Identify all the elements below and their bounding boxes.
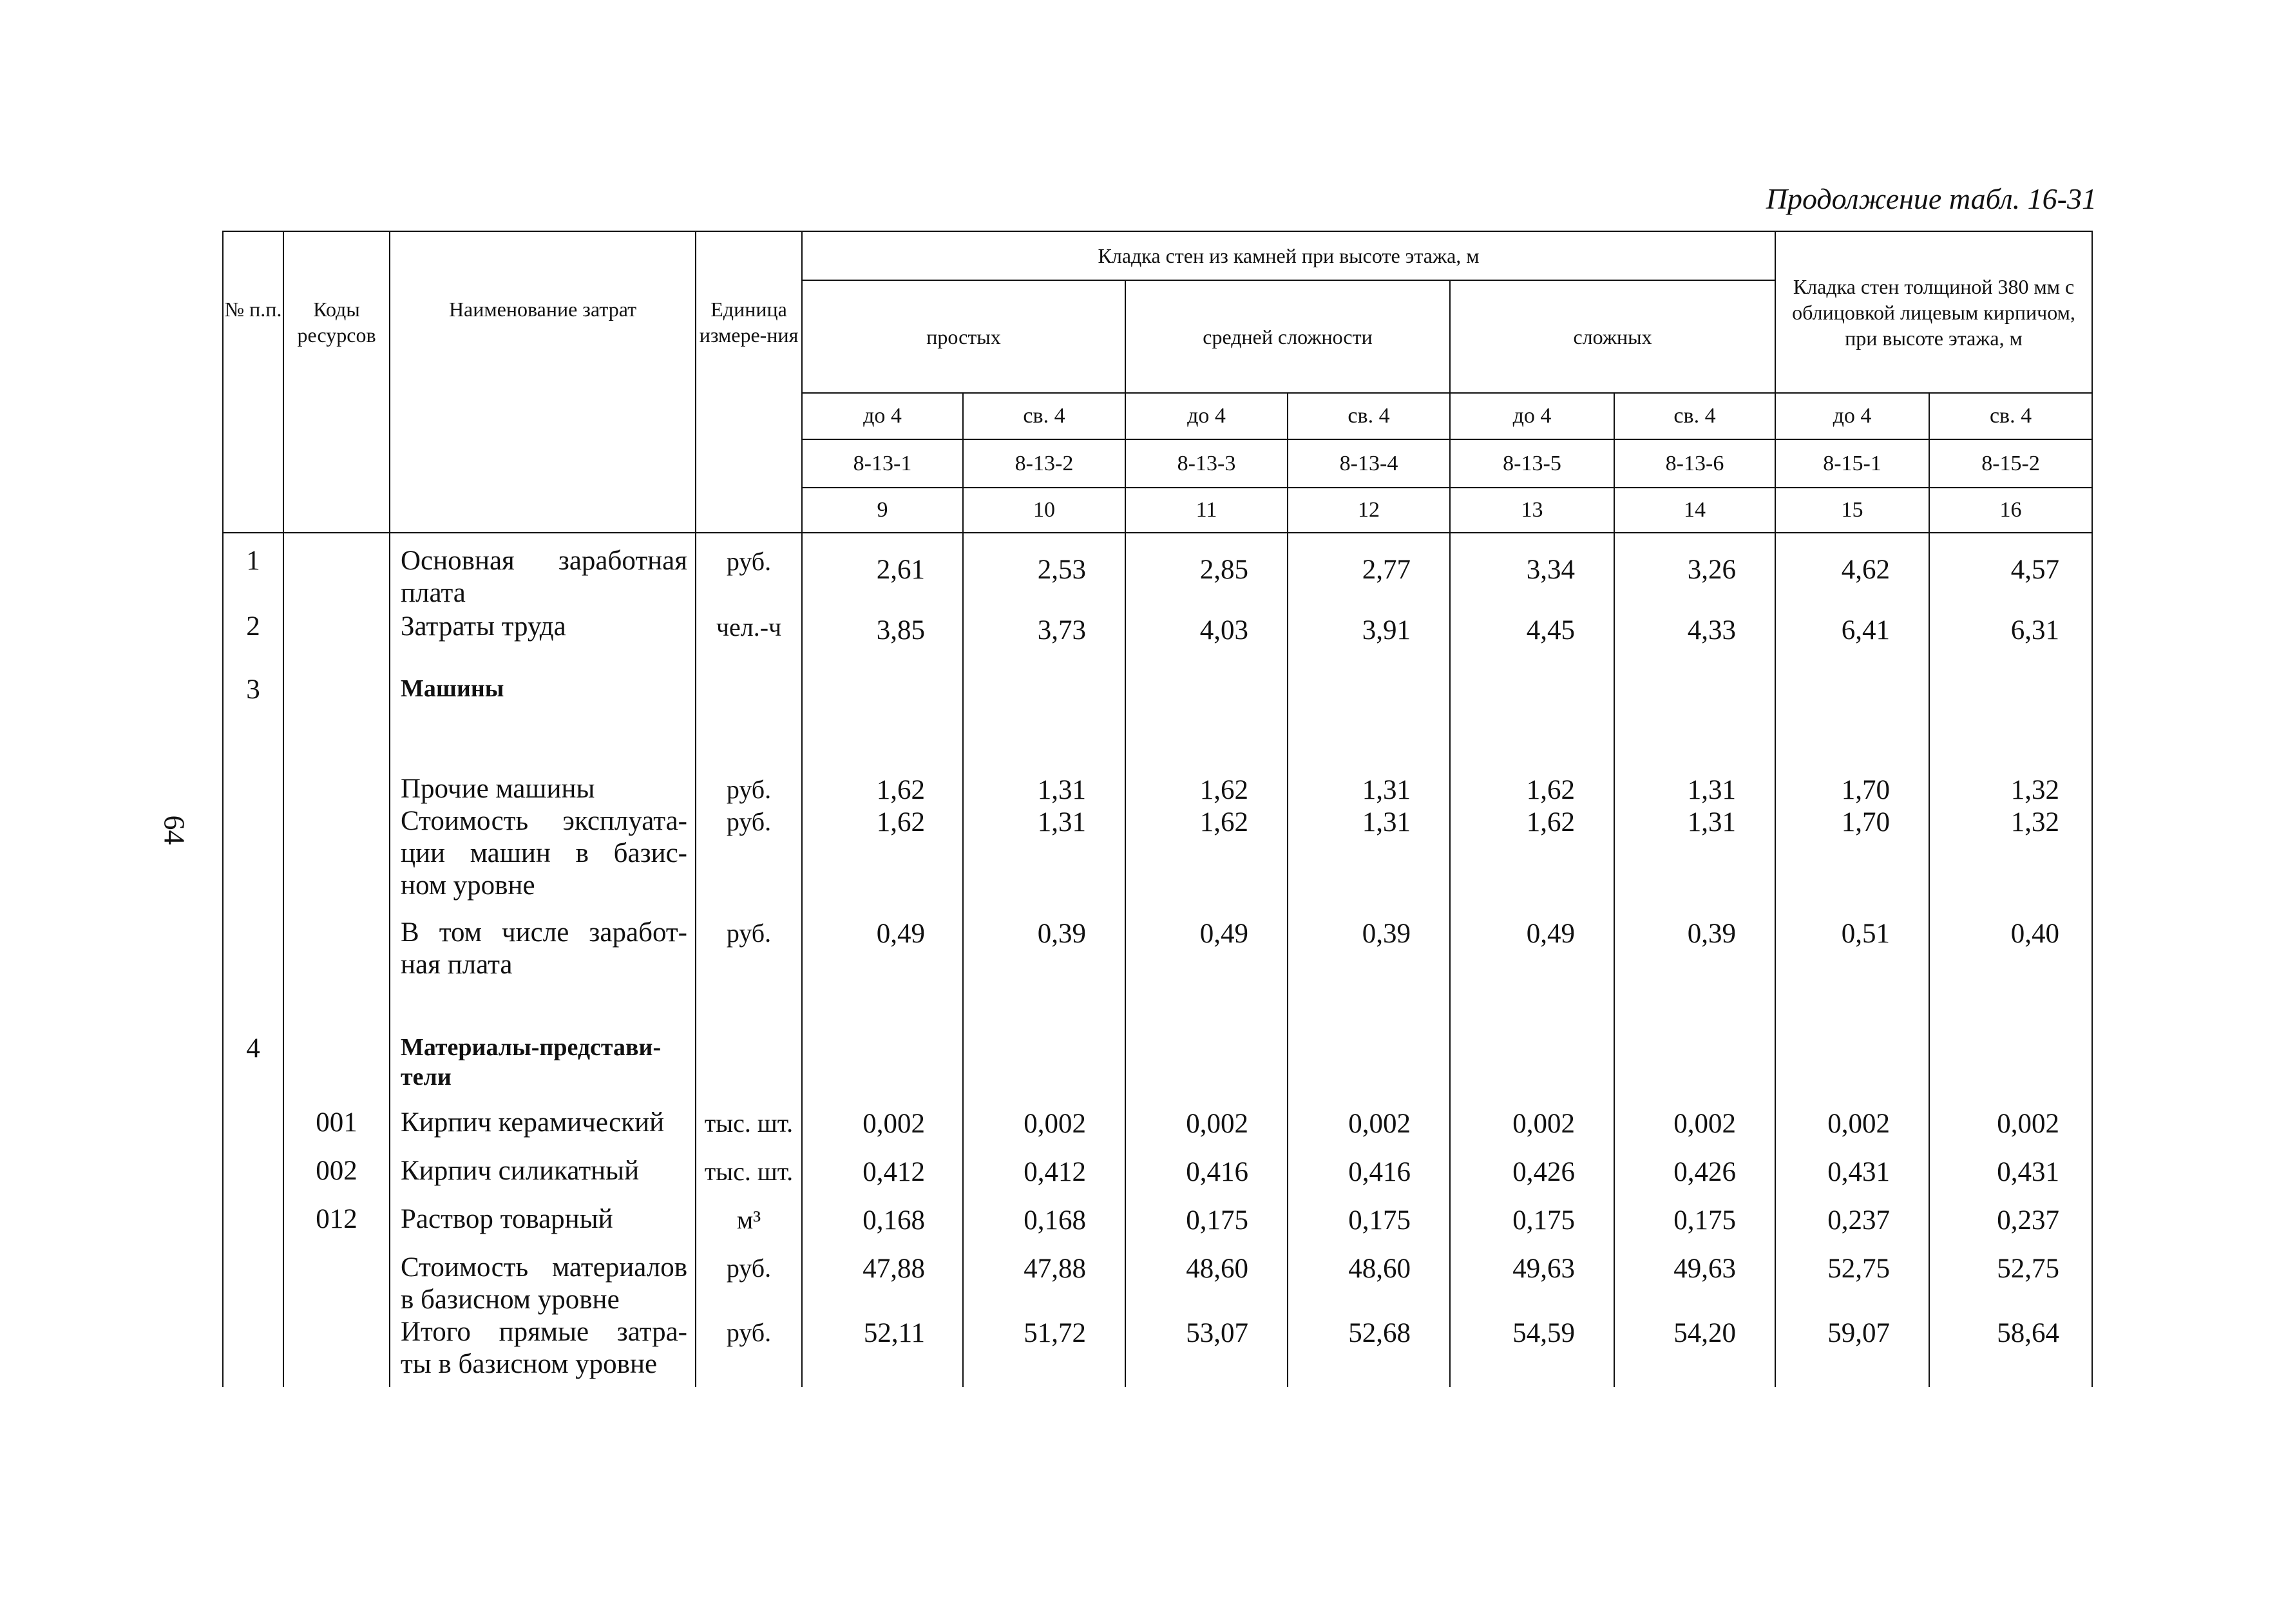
header-code: 8-13-1 xyxy=(802,439,963,488)
header-subgroup-simple: простых xyxy=(802,280,1125,393)
header-code: 8-13-3 xyxy=(1125,439,1288,488)
unit-of-measure: чел.-ч xyxy=(716,613,782,642)
value-cell: 0,431 xyxy=(1827,1157,1891,1187)
cost-name: Стоимость материалов xyxy=(401,1252,687,1283)
value-cell: 58,64 xyxy=(1997,1318,2060,1348)
column-value xyxy=(802,533,963,1387)
value-cell: 0,40 xyxy=(2010,919,2060,949)
header-code: 8-13-4 xyxy=(1288,439,1450,488)
value-cell: 3,73 xyxy=(1037,615,1086,645)
column-value xyxy=(1775,533,1929,1387)
header-col-number: 14 xyxy=(1614,488,1775,533)
value-cell: 59,07 xyxy=(1827,1318,1891,1348)
cost-name: В том числе заработ- xyxy=(401,917,687,948)
cost-name: Раствор товарный xyxy=(401,1204,613,1234)
value-cell: 0,49 xyxy=(1199,919,1248,949)
value-cell: 6,31 xyxy=(2010,615,2060,645)
value-cell: 1,31 xyxy=(1362,775,1411,805)
value-cell: 1,62 xyxy=(1526,807,1575,837)
value-cell: 0,416 xyxy=(1348,1157,1411,1187)
unit-of-measure: руб. xyxy=(726,775,772,804)
value-cell: 1,31 xyxy=(1687,775,1737,805)
value-cell: 1,31 xyxy=(1687,807,1737,837)
value-cell: 48,60 xyxy=(1186,1254,1248,1284)
value-cell: 0,002 xyxy=(862,1109,925,1139)
value-cell: 1,31 xyxy=(1037,807,1086,837)
cost-name: ции машин в базис- xyxy=(401,838,687,868)
value-cell: 52,11 xyxy=(863,1318,925,1348)
cost-name: Стоимость эксплуата- xyxy=(401,806,687,836)
header-col-number: 13 xyxy=(1450,488,1614,533)
header-name: Наименование затрат xyxy=(390,231,696,533)
header-height: св. 4 xyxy=(1929,393,2092,439)
unit-of-measure: руб. xyxy=(726,547,772,576)
value-cell: 0,175 xyxy=(1512,1205,1575,1236)
value-cell: 0,412 xyxy=(862,1157,925,1187)
value-cell: 52,75 xyxy=(1997,1254,2060,1284)
unit-of-measure: тыс. шт. xyxy=(704,1157,794,1186)
value-cell: 53,07 xyxy=(1186,1318,1248,1348)
value-cell: 4,33 xyxy=(1687,615,1737,645)
header-col-number: 11 xyxy=(1125,488,1288,533)
value-cell: 1,31 xyxy=(1037,775,1086,805)
column-unit xyxy=(696,533,802,1387)
resource-table xyxy=(222,231,2093,1387)
header-height: до 4 xyxy=(1775,393,1929,439)
header-col-number: 10 xyxy=(963,488,1125,533)
value-cell: 49,63 xyxy=(1673,1254,1737,1284)
value-cell: 4,57 xyxy=(2010,555,2060,585)
value-cell: 0,39 xyxy=(1362,919,1411,949)
header-height: св. 4 xyxy=(963,393,1125,439)
header-group-main: Кладка стен из камней при высоте этажа, м xyxy=(802,231,1775,280)
value-cell: 0,51 xyxy=(1841,919,1891,949)
value-cell: 0,39 xyxy=(1037,919,1086,949)
value-cell: 0,431 xyxy=(1997,1157,2060,1187)
header-height: до 4 xyxy=(1450,393,1614,439)
header-col-number: 16 xyxy=(1929,488,2092,533)
value-cell: 0,49 xyxy=(876,919,925,949)
row-number: 2 xyxy=(246,611,260,642)
cost-name: в базисном уровне xyxy=(401,1285,620,1315)
value-cell: 47,88 xyxy=(862,1254,925,1284)
value-cell: 0,49 xyxy=(1526,919,1575,949)
unit-of-measure: руб. xyxy=(726,919,772,948)
value-cell: 0,002 xyxy=(1024,1109,1086,1139)
value-cell: 3,91 xyxy=(1362,615,1411,645)
unit-of-measure: тыс. шт. xyxy=(704,1109,794,1138)
page-number: 64 xyxy=(158,815,191,845)
value-cell: 1,32 xyxy=(2010,775,2060,805)
header-group-side: Кладка стен толщиной 380 мм с облицовкой лицевым кирпичом, при высоте этажа, м xyxy=(1775,231,2092,393)
table-caption: Продолжение табл. 16-31 xyxy=(1766,182,2097,215)
value-cell: 48,60 xyxy=(1348,1254,1411,1284)
column-value xyxy=(1288,533,1450,1387)
value-cell: 0,416 xyxy=(1186,1157,1248,1187)
header-col-number: 9 xyxy=(802,488,963,533)
value-cell: 0,002 xyxy=(1673,1109,1737,1139)
resource-code: 002 xyxy=(316,1156,357,1186)
unit-of-measure: руб. xyxy=(726,807,772,836)
header-codes: Коды ресурсов xyxy=(283,231,390,533)
resource-code: 001 xyxy=(316,1107,357,1138)
value-cell: 4,62 xyxy=(1841,555,1891,585)
header-subgroup-complex: сложных xyxy=(1450,280,1775,393)
value-cell: 2,77 xyxy=(1362,555,1411,585)
cost-name: Кирпич силикатный xyxy=(401,1156,640,1186)
header-height: св. 4 xyxy=(1288,393,1450,439)
value-cell: 4,03 xyxy=(1199,615,1248,645)
value-cell: 0,426 xyxy=(1673,1157,1737,1187)
value-cell: 2,85 xyxy=(1199,555,1248,585)
value-cell: 1,32 xyxy=(2010,807,2060,837)
value-cell: 49,63 xyxy=(1512,1254,1575,1284)
value-cell: 0,237 xyxy=(1827,1205,1891,1236)
cost-name: плата xyxy=(401,578,466,608)
value-cell: 0,237 xyxy=(1997,1205,2060,1236)
header-code: 8-15-1 xyxy=(1775,439,1929,488)
value-cell: 0,168 xyxy=(1024,1205,1086,1236)
value-cell: 3,85 xyxy=(876,615,925,645)
header-num: № п.п. xyxy=(223,231,283,533)
value-cell: 1,62 xyxy=(1199,775,1248,805)
value-cell: 0,175 xyxy=(1673,1205,1737,1236)
row-number: 3 xyxy=(246,674,260,705)
row-number: 4 xyxy=(246,1033,260,1064)
value-cell: 1,62 xyxy=(1526,775,1575,805)
cost-name: Прочие машины xyxy=(401,774,595,804)
value-cell: 54,20 xyxy=(1673,1318,1737,1348)
column-name xyxy=(390,533,696,1387)
value-cell: 0,39 xyxy=(1687,919,1737,949)
value-cell: 3,34 xyxy=(1526,555,1575,585)
value-cell: 4,45 xyxy=(1526,615,1575,645)
value-cell: 2,61 xyxy=(876,555,925,585)
value-cell: 1,62 xyxy=(876,775,925,805)
unit-of-measure: руб. xyxy=(726,1318,772,1347)
value-cell: 54,59 xyxy=(1512,1318,1575,1348)
value-cell: 47,88 xyxy=(1024,1254,1086,1284)
header-col-number: 15 xyxy=(1775,488,1929,533)
value-cell: 1,70 xyxy=(1841,775,1891,805)
value-cell: 52,75 xyxy=(1827,1254,1891,1284)
column-value xyxy=(1614,533,1775,1387)
header-height: до 4 xyxy=(802,393,963,439)
header-code: 8-13-2 xyxy=(963,439,1125,488)
header-height: св. 4 xyxy=(1614,393,1775,439)
column-value xyxy=(1450,533,1614,1387)
value-cell: 6,41 xyxy=(1841,615,1891,645)
value-cell: 51,72 xyxy=(1024,1318,1086,1348)
value-cell: 1,31 xyxy=(1362,807,1411,837)
value-cell: 0,002 xyxy=(1512,1109,1575,1139)
value-cell: 0,412 xyxy=(1024,1157,1086,1187)
value-cell: 1,62 xyxy=(1199,807,1248,837)
value-cell: 3,26 xyxy=(1687,555,1737,585)
column-value xyxy=(1929,533,2092,1387)
value-cell: 0,002 xyxy=(1827,1109,1891,1139)
column-codes xyxy=(283,533,390,1387)
header-unit: Единица измере-ния xyxy=(696,231,802,533)
value-cell: 0,175 xyxy=(1348,1205,1411,1236)
value-cell: 0,426 xyxy=(1512,1157,1575,1187)
value-cell: 52,68 xyxy=(1348,1318,1411,1348)
header-code: 8-15-2 xyxy=(1929,439,2092,488)
cost-name: Машины xyxy=(401,675,504,702)
value-cell: 1,70 xyxy=(1841,807,1891,837)
cost-name: Затраты труда xyxy=(401,611,566,642)
value-cell: 0,002 xyxy=(1186,1109,1248,1139)
header-code: 8-13-6 xyxy=(1614,439,1775,488)
row-number: 1 xyxy=(246,546,260,576)
header-height: до 4 xyxy=(1125,393,1288,439)
cost-name: Итого прямые затра- xyxy=(401,1317,687,1347)
value-cell: 0,002 xyxy=(1997,1109,2060,1139)
resource-code: 012 xyxy=(316,1204,357,1234)
cost-name: тели xyxy=(401,1064,452,1091)
cost-name: ная плата xyxy=(401,950,513,980)
cost-name: Кирпич керамический xyxy=(401,1107,665,1138)
cost-name: Основная заработная xyxy=(401,546,687,576)
table-body xyxy=(223,533,2092,1387)
value-cell: 0,175 xyxy=(1186,1205,1248,1236)
header-code: 8-13-5 xyxy=(1450,439,1614,488)
cost-name: ном уровне xyxy=(401,870,535,901)
cost-name: ты в базисном уровне xyxy=(401,1349,658,1379)
value-cell: 0,002 xyxy=(1348,1109,1411,1139)
header-col-number: 12 xyxy=(1288,488,1450,533)
value-cell: 1,62 xyxy=(876,807,925,837)
unit-of-measure: м³ xyxy=(736,1205,761,1234)
value-cell: 2,53 xyxy=(1037,555,1086,585)
column-value xyxy=(963,533,1125,1387)
column-value xyxy=(1125,533,1288,1387)
unit-of-measure: руб. xyxy=(726,1254,772,1283)
column-num xyxy=(223,533,283,1387)
value-cell: 0,168 xyxy=(862,1205,925,1236)
cost-name: Материалы-представи- xyxy=(401,1034,662,1061)
header-subgroup-medium: средней сложности xyxy=(1125,280,1450,393)
